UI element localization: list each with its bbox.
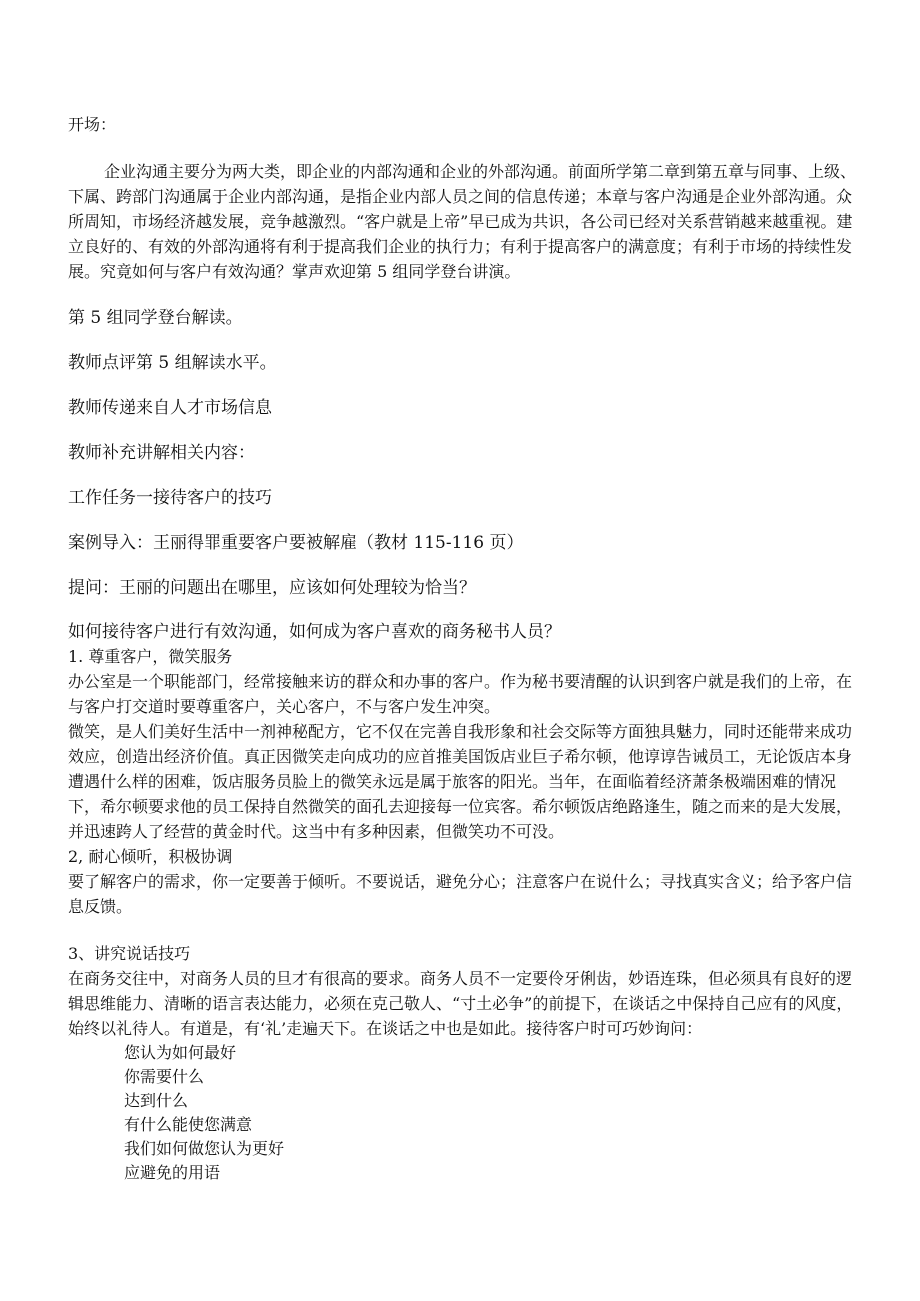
list-item: 达到什么 xyxy=(124,1091,189,1110)
how-to-line: 如何接待客户进行有效沟通，如何成为客户喜欢的商务秘书人员？ xyxy=(68,622,561,642)
teacher-supplement-line: 教师补充讲解相关内容： xyxy=(68,443,255,463)
list-item: 我们如何做您认为更好 xyxy=(124,1139,285,1158)
question-line: 提问：王丽的问题出在哪里，应该如何处理较为恰当？ xyxy=(68,578,476,598)
section-2-title: 2, 耐心倾听，积极协调 xyxy=(68,847,233,866)
section-3-title: 3、讲究说话技巧 xyxy=(68,944,191,963)
intro-paragraph: 企业沟通主要分为两大类，即企业的内部沟通和企业的外部沟通。前面所学第二章到第五章与同事、上级、下属、跨部门沟通属于企业内部沟通，是指企业内部人员之间的信息传递；本章与客户沟通是企业外部沟通。众所周知，市场经济越发展，竞争越激烈。“客户就是上帝”早已成为共识，各公司已经对关系营销越来越重视。建立良好的、有效的外部沟通将有利于提高我们企业的执行力；有利于提高客户的满意度；有利于市场的持续性发展。究竟如何与客户有效沟通？掌声欢迎第 5 组同学登台讲演。 xyxy=(68,162,857,281)
inquiry-phrase-list xyxy=(68,1041,858,1185)
section-3-paragraph-1: 在商务交往中，对商务人员的旦才有很高的要求。商务人员不一定要伶牙俐齿，妙语连珠，但必须具有良好的逻辑思维能力、清晰的语言表达能力，必须在克己敬人、“寸土必争”的前提下，在谈话之中保持自己应有的风度，始终以礼待人。有道是，有‘礼’走遍天下。在谈话之中也是如此。接待客户时可巧妙询问： xyxy=(68,969,853,1038)
case-intro-line: 案例导入：王丽得罪重要客户要被解雇（教材 115-116 页） xyxy=(68,533,524,553)
section-2-paragraph-1: 要了解客户的需求，你一定要善于倾听。不要说话，避免分心；注意客户在说什么；寻找真实含义；给予客户信息反馈。 xyxy=(68,872,853,916)
section-1-paragraph-2: 微笑，是人们美好生活中一剂神秘配方，它不仅在完善自我形象和社会交际等方面独具魅力，同时还能带来成功效应，创造出经济价值。真正因微笑走向成功的应首推美国饭店业巨子希尔顿，他谆谆告诫员工，无论饭店本身遭遇什么样的困难，饭店服务员脸上的微笑永远是属于旅客的阳光。当年，在面临着经济萧条极端困难的情况下，希尔顿要求他的员工保持自然微笑的面孔去迎接每一位宾客。希尔顿饭店绝路逢生，随之而来的是大发展，并迅速跨人了经营的黄金时代。这当中有多种因素，但微笑功不可没。 xyxy=(68,722,853,841)
list-item: 有什么能使您满意 xyxy=(124,1115,253,1134)
section-1-title: 1. 尊重客户，微笑服务 xyxy=(68,647,233,666)
list-item: 应避免的用语 xyxy=(124,1163,221,1182)
document-page xyxy=(68,112,858,1185)
list-item: 你需要什么 xyxy=(124,1067,205,1086)
group-present-line: 第 5 组同学登台解读。 xyxy=(68,308,243,328)
task-one-heading: 工作任务一接待客户的技巧 xyxy=(68,488,272,508)
teacher-review-line: 教师点评第 5 组解读水平。 xyxy=(68,353,277,373)
section-1-paragraph-1: 办公室是一个职能部门，经常接触来访的群众和办事的客户。作为秘书要清醒的认识到客户就是我们的上帝，在与客户打交道时要尊重客户，关心客户，不与客户发生冲突。 xyxy=(68,672,853,716)
teacher-info-line: 教师传递来自人才市场信息 xyxy=(68,398,272,418)
opening-label: 开场： xyxy=(68,115,117,134)
list-item: 您认为如何最好 xyxy=(124,1043,237,1062)
